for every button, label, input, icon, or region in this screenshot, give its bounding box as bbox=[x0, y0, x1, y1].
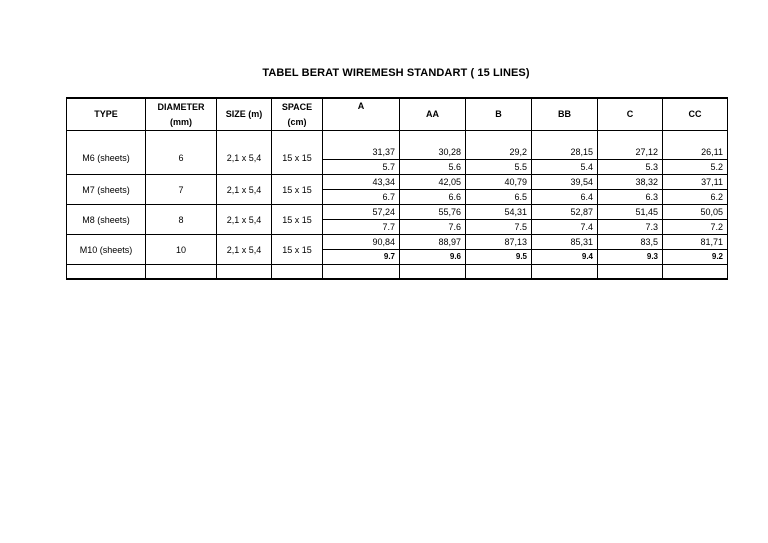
table-header-row bbox=[67, 98, 728, 131]
sub-value-cell: 6.3 bbox=[598, 190, 663, 205]
header-grade-c: C bbox=[598, 98, 663, 131]
sub-value-cell: 5.7 bbox=[323, 160, 400, 175]
empty-cell bbox=[323, 265, 400, 280]
space-cell: 15 x 15 bbox=[272, 131, 323, 175]
type-cell: M10 (sheets) bbox=[67, 235, 146, 265]
sub-value-cell: 7.4 bbox=[532, 220, 598, 235]
empty-cell bbox=[272, 265, 323, 280]
empty-cell bbox=[466, 265, 532, 280]
weight-cell: 85,31 bbox=[532, 235, 598, 250]
type-cell: M8 (sheets) bbox=[67, 205, 146, 235]
weight-cell: 54,31 bbox=[466, 205, 532, 220]
table-row bbox=[67, 205, 728, 220]
weight-cell: 43,34 bbox=[323, 175, 400, 190]
weight-cell: 88,97 bbox=[400, 235, 466, 250]
size-cell: 2,1 x 5,4 bbox=[217, 175, 272, 205]
diameter-cell: 10 bbox=[146, 235, 217, 265]
weight-cell: 26,11 bbox=[663, 131, 728, 160]
header-grade-bb: BB bbox=[532, 98, 598, 131]
sub-value-cell: 5.5 bbox=[466, 160, 532, 175]
diameter-cell: 8 bbox=[146, 205, 217, 235]
wiremesh-weight-table bbox=[66, 97, 728, 280]
weight-cell: 51,45 bbox=[598, 205, 663, 220]
sub-value-cell: 7.7 bbox=[323, 220, 400, 235]
weight-cell: 87,13 bbox=[466, 235, 532, 250]
space-cell: 15 x 15 bbox=[272, 235, 323, 265]
empty-cell bbox=[67, 265, 146, 280]
size-cell: 2,1 x 5,4 bbox=[217, 205, 272, 235]
empty-cell bbox=[663, 265, 728, 280]
weight-cell: 27,12 bbox=[598, 131, 663, 160]
empty-cell bbox=[400, 265, 466, 280]
weight-cell: 81,71 bbox=[663, 235, 728, 250]
weight-cell: 39,54 bbox=[532, 175, 598, 190]
sub-value-cell: 5.2 bbox=[663, 160, 728, 175]
table-row bbox=[67, 235, 728, 250]
sub-value-cell: 9.5 bbox=[466, 250, 532, 265]
type-cell: M7 (sheets) bbox=[67, 175, 146, 205]
empty-cell bbox=[532, 265, 598, 280]
header-space-line1: SPACE bbox=[281, 101, 313, 112]
weight-cell: 50,05 bbox=[663, 205, 728, 220]
weight-cell: 52,87 bbox=[532, 205, 598, 220]
header-grade-aa: AA bbox=[400, 98, 466, 131]
sub-value-cell: 6.7 bbox=[323, 190, 400, 205]
space-cell: 15 x 15 bbox=[272, 205, 323, 235]
header-grade-b: B bbox=[466, 98, 532, 131]
diameter-cell: 7 bbox=[146, 175, 217, 205]
sub-value-cell: 6.2 bbox=[663, 190, 728, 205]
diameter-cell: 6 bbox=[146, 131, 217, 175]
header-type: TYPE bbox=[67, 98, 146, 131]
weight-cell: 57,24 bbox=[323, 205, 400, 220]
empty-row bbox=[67, 265, 728, 280]
space-cell: 15 x 15 bbox=[272, 175, 323, 205]
header-space-line2: (cm) bbox=[287, 116, 307, 127]
header-diameter-line2: (mm) bbox=[170, 116, 192, 127]
empty-cell bbox=[146, 265, 217, 280]
empty-cell bbox=[217, 265, 272, 280]
weight-cell: 29,2 bbox=[466, 131, 532, 160]
page-title: TABEL BERAT WIREMESH STANDART ( 15 LINES) bbox=[262, 67, 530, 79]
weight-cell: 28,15 bbox=[532, 131, 598, 160]
weight-cell: 90,84 bbox=[323, 235, 400, 250]
weight-cell: 55,76 bbox=[400, 205, 466, 220]
weight-cell: 83,5 bbox=[598, 235, 663, 250]
table-row bbox=[67, 175, 728, 190]
sub-value-cell: 5.6 bbox=[400, 160, 466, 175]
sub-value-cell: 7.2 bbox=[663, 220, 728, 235]
weight-cell: 38,32 bbox=[598, 175, 663, 190]
header-diameter-line1: DIAMETER bbox=[157, 101, 205, 112]
sub-value-cell: 7.5 bbox=[466, 220, 532, 235]
sub-value-cell: 6.6 bbox=[400, 190, 466, 205]
sub-value-cell: 7.3 bbox=[598, 220, 663, 235]
sub-value-cell: 5.3 bbox=[598, 160, 663, 175]
sub-value-cell: 9.2 bbox=[663, 250, 728, 265]
sub-value-cell: 5.4 bbox=[532, 160, 598, 175]
header-grade-a: A bbox=[323, 98, 400, 131]
table-row bbox=[67, 131, 728, 160]
sub-value-cell: 9.6 bbox=[400, 250, 466, 265]
weight-cell: 37,11 bbox=[663, 175, 728, 190]
sub-value-cell: 9.3 bbox=[598, 250, 663, 265]
header-diameter bbox=[146, 98, 217, 131]
sub-value-cell: 9.4 bbox=[532, 250, 598, 265]
header-size: SIZE (m) bbox=[217, 98, 272, 131]
weight-cell: 40,79 bbox=[466, 175, 532, 190]
sub-value-cell: 6.4 bbox=[532, 190, 598, 205]
weight-cell: 42,05 bbox=[400, 175, 466, 190]
empty-cell bbox=[598, 265, 663, 280]
type-cell: M6 (sheets) bbox=[67, 131, 146, 175]
weight-cell: 31,37 bbox=[323, 131, 400, 160]
header-grade-cc: CC bbox=[663, 98, 728, 131]
sub-value-cell: 6.5 bbox=[466, 190, 532, 205]
size-cell: 2,1 x 5,4 bbox=[217, 131, 272, 175]
weight-cell: 30,28 bbox=[400, 131, 466, 160]
sub-value-cell: 9.7 bbox=[323, 250, 400, 265]
sub-value-cell: 7.6 bbox=[400, 220, 466, 235]
size-cell: 2,1 x 5,4 bbox=[217, 235, 272, 265]
header-space bbox=[272, 98, 323, 131]
